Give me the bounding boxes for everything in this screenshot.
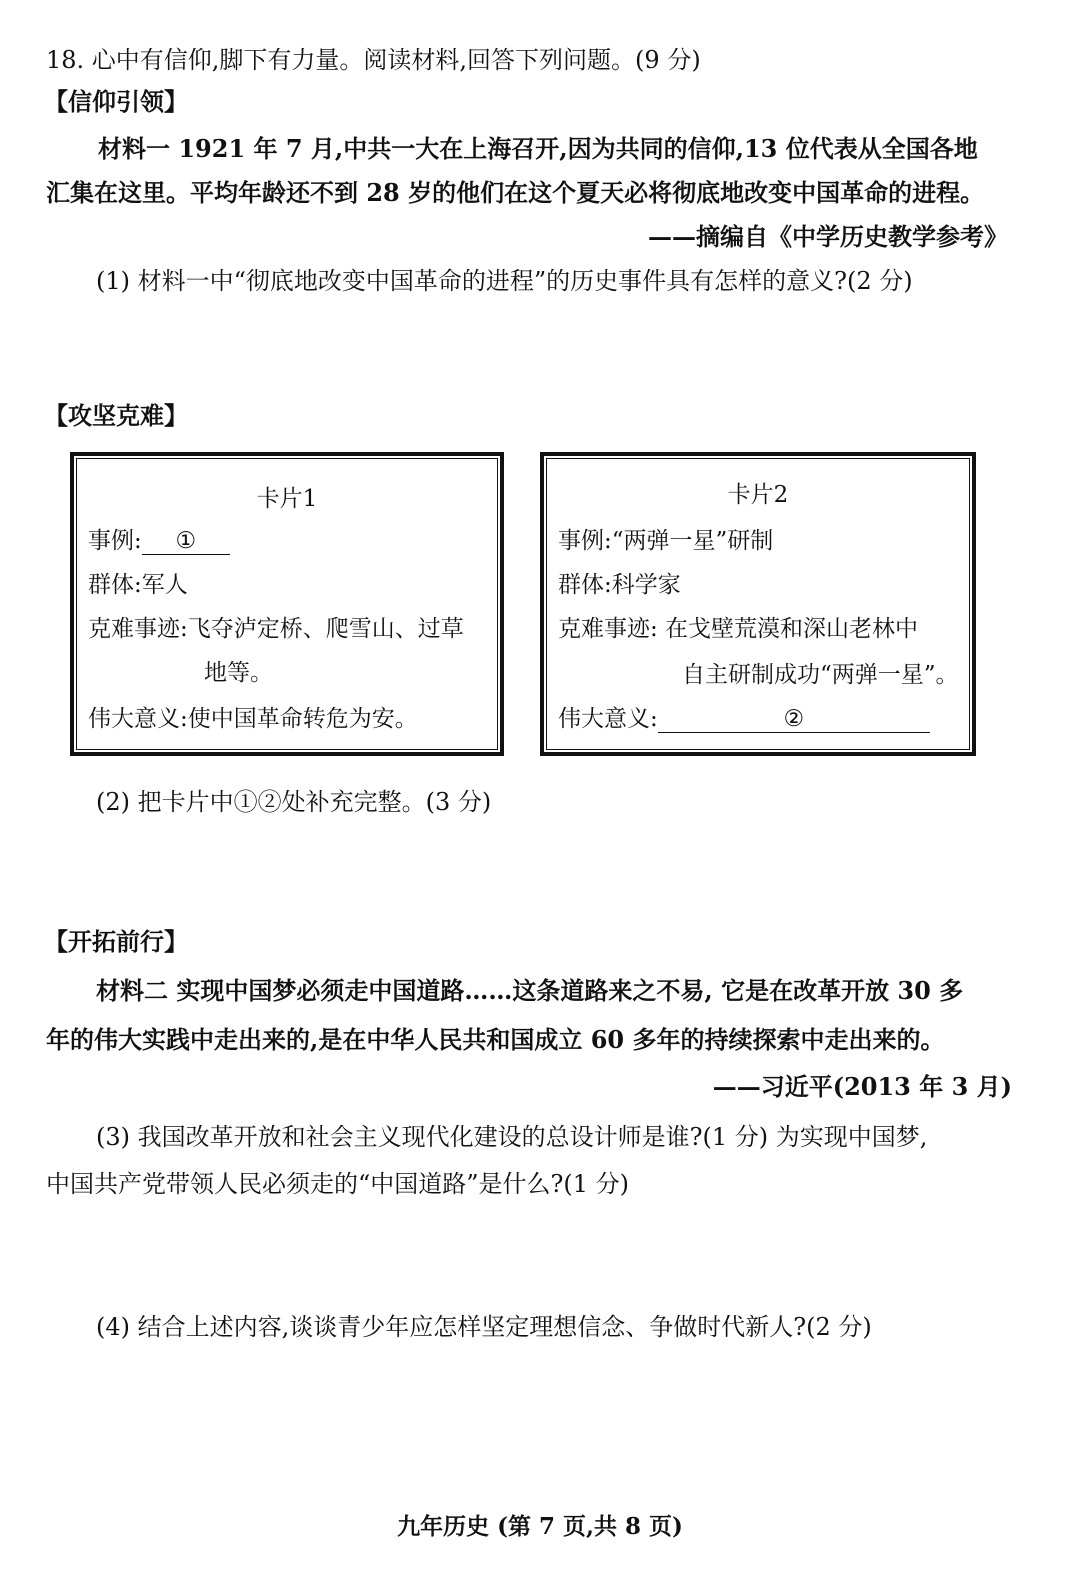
section-overcome: 【攻坚克难】 xyxy=(44,401,188,430)
question-3-line-2: 中国共产党带领人民必须走的“中国道路”是什么?(1 分) xyxy=(46,1170,630,1198)
material-1-line-2: 汇集在这里。平均年龄还不到 28 岁的他们在这个夏天必将彻底地改变中国革命的进程。 xyxy=(46,178,985,207)
card-2-significance xyxy=(558,704,930,734)
card-1 xyxy=(70,452,504,756)
question-header: 18. 心中有信仰,脚下有力量。阅读材料,回答下列问题。(9 分) xyxy=(46,46,701,74)
card-1-example xyxy=(88,526,230,556)
card-1-significance: 伟大意义:使中国革命转危为安。 xyxy=(88,706,418,732)
material-2-line-1: 材料二 实现中国梦必须走中国道路……这条道路来之不易, 它是在改革开放 30 多 xyxy=(96,976,964,1005)
question-2: (2) 把卡片中①②处补充完整。(3 分) xyxy=(96,788,492,816)
material-2-line-2: 年的伟大实践中走出来的,是在中华人民共和国成立 60 多年的持续探索中走出来的。 xyxy=(46,1025,945,1054)
material-1-line-1: 材料一 1921 年 7 月,中共一大在上海召开,因为共同的信仰,13 位代表从全国各地 xyxy=(98,134,978,163)
card-2-blank-2: ② xyxy=(658,706,930,733)
card-1-example-label: 事例: xyxy=(88,528,142,554)
page-footer: 九年历史 (第 7 页,共 8 页) xyxy=(397,1513,683,1540)
card-2-group: 群体:科学家 xyxy=(558,572,681,598)
card-2-example: 事例:“两弹一星”研制 xyxy=(558,528,774,554)
section-pioneer: 【开拓前行】 xyxy=(44,927,188,956)
card-1-group: 群体:军人 xyxy=(88,572,188,598)
question-1: (1) 材料一中“彻底地改变中国革命的进程”的历史事件具有怎样的意义?(2 分) xyxy=(96,267,913,295)
question-3-line-1: (3) 我国改革开放和社会主义现代化建设的总设计师是谁?(1 分) 为实现中国梦, xyxy=(96,1123,928,1151)
card-1-blank-1: ① xyxy=(142,528,230,555)
card-1-title: 卡片1 xyxy=(256,486,318,512)
material-2-source: ——习近平(2013 年 3 月) xyxy=(712,1072,1012,1101)
card-2-deeds-line-1: 克难事迹: 在戈壁荒漠和深山老林中 xyxy=(558,616,919,642)
card-2-significance-label: 伟大意义: xyxy=(558,706,658,732)
card-1-deeds-line-2: 地等。 xyxy=(204,660,273,686)
material-1-source: ——摘编自《中学历史教学参考》 xyxy=(648,222,1008,251)
card-2-deeds-line-2: 自主研制成功“两弹一星”。 xyxy=(682,662,959,688)
card-2 xyxy=(540,452,976,756)
card-1-deeds-line-1: 克难事迹:飞夺泸定桥、爬雪山、过草 xyxy=(88,616,464,642)
section-faith: 【信仰引领】 xyxy=(44,87,188,116)
card-2-title: 卡片2 xyxy=(727,482,789,508)
question-4: (4) 结合上述内容,谈谈青少年应怎样坚定理想信念、争做时代新人?(2 分) xyxy=(96,1313,872,1341)
